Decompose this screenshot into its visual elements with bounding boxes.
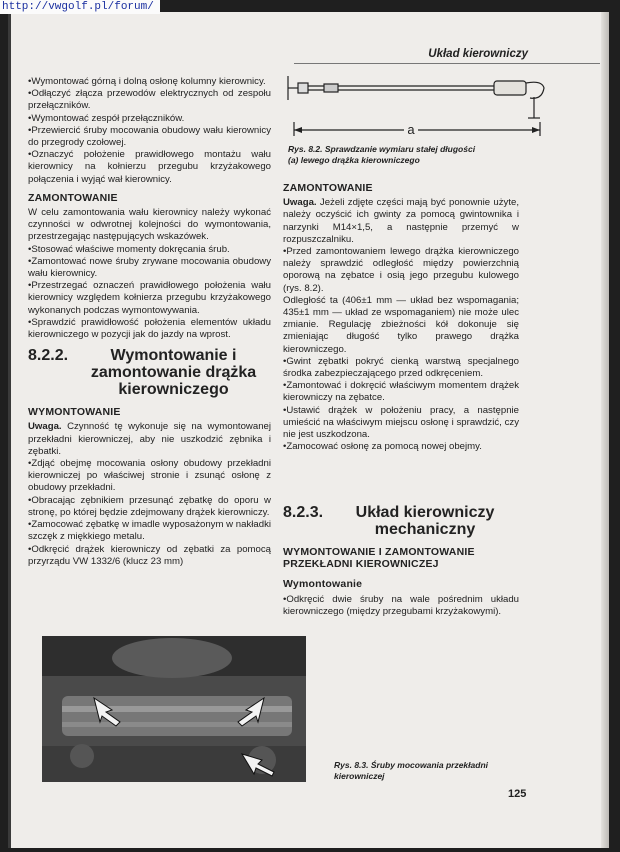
section-title: Układ kierowniczy mechaniczny <box>355 504 495 538</box>
bullet-item: • Zamocować zębatkę w imadle wyposażonym w nakładki szczęk z miękkiego metalu. <box>28 519 271 543</box>
steering-gear-photo <box>42 636 306 782</box>
bullet-item: • Zamontować i dokręcić właściwym momentem drążek kierowniczy na zębatce. <box>283 380 519 404</box>
right-column <box>283 176 519 453</box>
bullet-item: • Odłączyć złącza przewodów elektrycznych od zespołu przełączników. <box>28 88 271 112</box>
running-header: Układ kierowniczy <box>428 48 528 60</box>
subsection-heading: ZAMONTOWANIE <box>283 182 373 194</box>
subsection-heading: WYMONTOWANIE I ZAMONTOWANIE PRZEKŁADNI KIEROWNICZEJ <box>283 546 475 571</box>
subsection-subheading: Wymontowanie <box>283 578 363 591</box>
dimension-label: a <box>407 122 415 137</box>
note-paragraph <box>28 421 271 458</box>
figure-caption <box>288 144 528 165</box>
paragraph: W celu zamontowania wału kierownicy należy wykonać czynności w odwrotnej kolejności do wymontowania, przestrzegając następujących wskazówek. <box>28 207 271 243</box>
bullet-item: • Stosować właściwe momenty dokręcania śrub. <box>28 244 271 256</box>
note-paragraph <box>283 197 519 246</box>
subsection-heading: ZAMONTOWANIE <box>28 191 118 204</box>
caption-line: (a) lewego drążka kierowniczego <box>288 154 420 165</box>
bullet-item: • Oznaczyć położenie prawidłowego montażu wału kierownicy na kołnierzu przegubu krzyżakowego połączenia i wyjąć wał kierownicy. <box>28 149 271 186</box>
bullet-item: • Odkręcić dwie śruby na wale pośrednim układu kierowniczego (między przegubami krzyżakowymi). <box>283 594 519 618</box>
note-label: Uwaga. <box>28 421 62 433</box>
bullet-item: • Wymontować górną i dolną osłonę kolumny kierownicy. <box>28 76 271 88</box>
section-heading <box>28 347 271 398</box>
bullet-item: • Przewiercić śruby mocowania obudowy wału kierownicy do przegrody czołowej. <box>28 125 271 149</box>
note-text: Jeżeli zdjęte części mają być ponownie użyte, należy oczyścić ich gwinty za pomocą gwintownika i narzynki M14×1,5, a następnie przemyć w rozpuszczalniku. <box>283 197 520 245</box>
subsection-heading: WYMONTOWANIE <box>28 406 121 419</box>
right-column-lower <box>283 498 519 618</box>
section-title: Wymontowanie i zamontowanie drążka kierowniczego <box>90 347 257 399</box>
bullet-item: • Odkręcić drążek kierowniczy od zębatki za pomocą przyrządu VW 1332/6 (klucz 23 mm) <box>28 544 271 568</box>
header-rule <box>294 63 600 64</box>
photo-illustration <box>42 636 306 782</box>
note-text: Czynność tę wykonuje się na wymontowanej przekładni kierowniczej, aby nie uszkodzić zębnika i zębatki. <box>28 421 271 457</box>
bullet-item: • Gwint zębatki pokryć cienką warstwą specjalnego środka zabezpieczającego przed odkręceniem. <box>283 356 519 380</box>
bullet-item: • Obracając zębnikiem przesunąć zębatkę do oporu w stronę, po której będzie zdejmowany drążek kierowniczy. <box>28 495 271 519</box>
section-number: 8.2.3. <box>283 504 324 521</box>
bullet-item: • Wymontować zespół przełączników. <box>28 113 271 125</box>
bullet-item: • Zdjąć obejmę mocowania osłony obudowy przekładni kierowniczej po właściwej stronie i zsunąć osłonę z obudowy przekładni. <box>28 458 271 495</box>
bullet-item: • Sprawdzić prawidłowość położenia elementów układu kierowniczego w pozycji jak do jazdy na wprost. <box>28 317 271 341</box>
section-number: 8.2.2. <box>28 347 69 365</box>
left-column <box>28 76 271 568</box>
section-heading <box>283 504 519 538</box>
photo-caption <box>334 760 534 781</box>
url-link[interactable]: http://vwgolf.pl/forum/ <box>0 0 160 14</box>
bullet-item: • Przed zamontowaniem lewego drążka kierowniczego należy sprawdzić odległość między powierzchnią oporową na zębatce i osią jego przegubu kulowego (rys. 8.2). <box>283 246 519 295</box>
paragraph: Odległość ta (406±1 mm — układ bez wspomagania; 435±1 mm — układ ze wspomaganiem) nie może ulec zmianie. Regulację zbieżności kół dokonuje się zmieniając długość tylko prawego drążka kierowniczego. <box>283 294 519 355</box>
page-spine <box>601 12 609 848</box>
tie-rod-figure <box>284 70 552 140</box>
page-number: 125 <box>508 788 527 800</box>
bullet-item: • Ustawić drążek w położeniu pracy, a następnie umieścić na właściwym miejscu osłonę i sprawdzić, czy nie jest uszkodzona. <box>283 405 519 442</box>
caption-line: kierowniczej <box>334 770 385 781</box>
bullet-item: • Zamocować osłonę za pomocą nowej obejmy. <box>283 441 519 453</box>
bullet-item: • Zamontować nowe śruby zrywane mocowania obudowy wału kierownicy. <box>28 256 271 280</box>
caption-line: Rys. 8.3. Śruby mocowania przekładni <box>334 760 488 770</box>
caption-line: Rys. 8.2. Sprawdzanie wymiaru stałej długości <box>288 144 476 154</box>
bullet-item: • Przestrzegać oznaczeń prawidłowego położenia wału kierownicy względem kołnierza przegubu krzyżakowego wykonanych podczas wymontowywania. <box>28 280 271 317</box>
note-label: Uwaga. <box>283 197 317 209</box>
